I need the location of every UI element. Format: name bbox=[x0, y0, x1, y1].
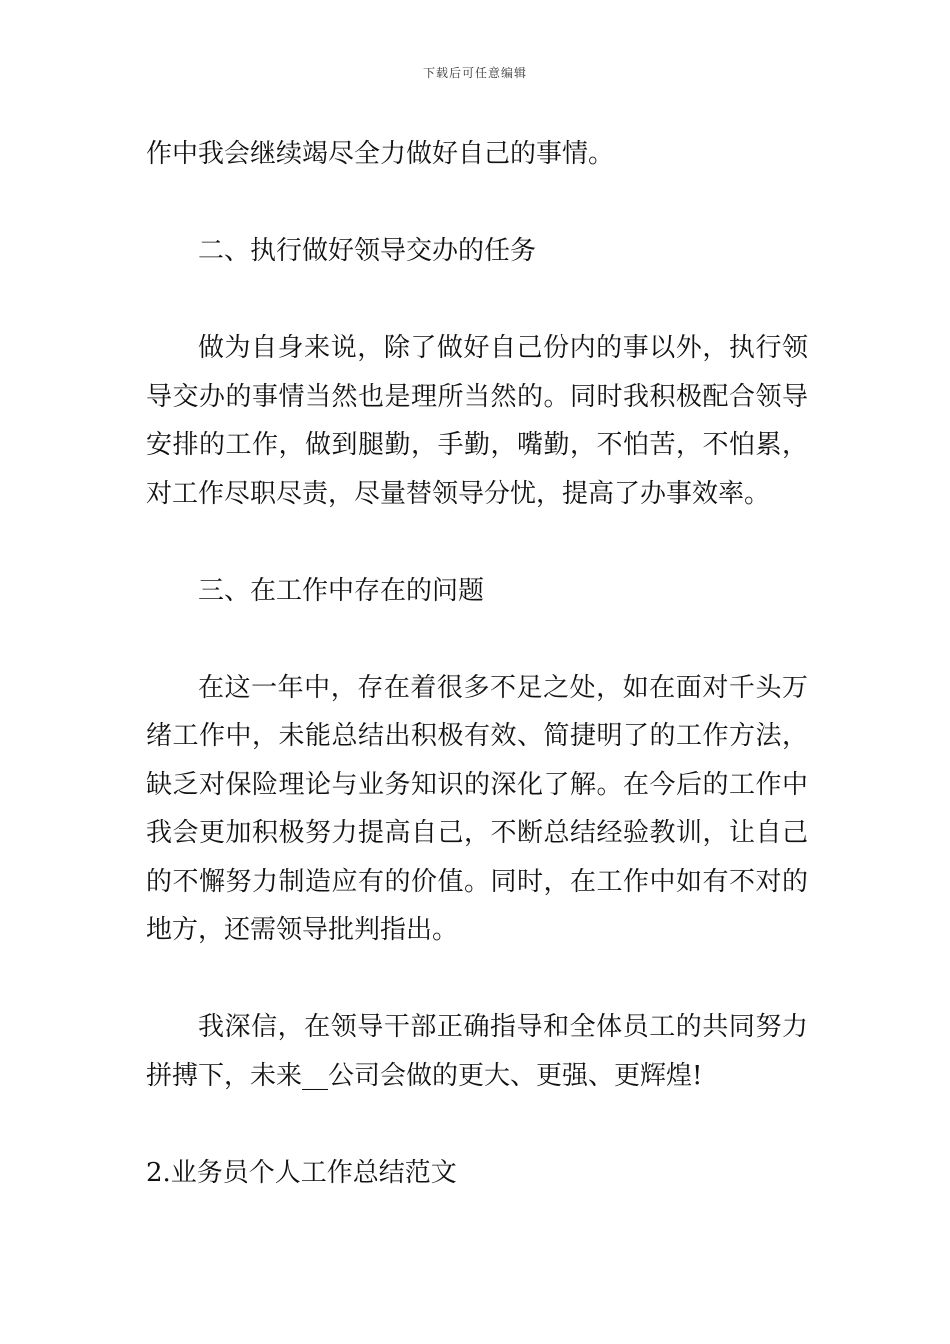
paragraph-gap bbox=[146, 518, 808, 567]
paragraph-gap bbox=[146, 276, 808, 325]
section-title-2: 2.业务员个人工作总结范文 bbox=[146, 1157, 457, 1188]
section-heading-3: 三、在工作中存在的问题 bbox=[198, 575, 485, 606]
paragraph-gap bbox=[146, 1100, 808, 1149]
section-heading-2: 二、执行做好领导交办的任务 bbox=[198, 236, 537, 266]
paragraph-leader-tasks: 做为自身来说，除了做好自己份内的事以外，执行领导交办的事情当然也是理所当然的。同时我积极配合领导安排的工作，做到腿勤，手勤，嘴勤，不怕苦，不怕累，对工作尽职尽责，尽量替领导分忧，提高了办事效率。 bbox=[146, 333, 808, 509]
paragraph-closing: 我深信，在领导干部正确指导和全体员工的共同努力拼搏下，未来__公司会做的更大、更强、更辉煌! bbox=[146, 1012, 808, 1091]
paragraph-problems: 在这一年中，存在着很多不足之处，如在面对千头万绪工作中，未能总结出积极有效、简捷明了的工作方法，缺乏对保险理论与业务知识的深化了解。在今后的工作中我会更加积极努力提高自己，不断总结经验教训，让自己的不懈努力制造应有的价值。同时，在工作中如有不对的地方，还需领导批判指出。 bbox=[146, 672, 808, 945]
page-header-note: 下载后可任意编辑 bbox=[422, 66, 527, 80]
paragraph-gap bbox=[146, 955, 808, 1004]
paragraph-gap bbox=[146, 615, 808, 664]
paragraph-gap bbox=[146, 179, 808, 228]
paragraph-continuation: 作中我会继续竭尽全力做好自己的事情。 bbox=[146, 139, 615, 169]
document-body bbox=[146, 130, 808, 1197]
